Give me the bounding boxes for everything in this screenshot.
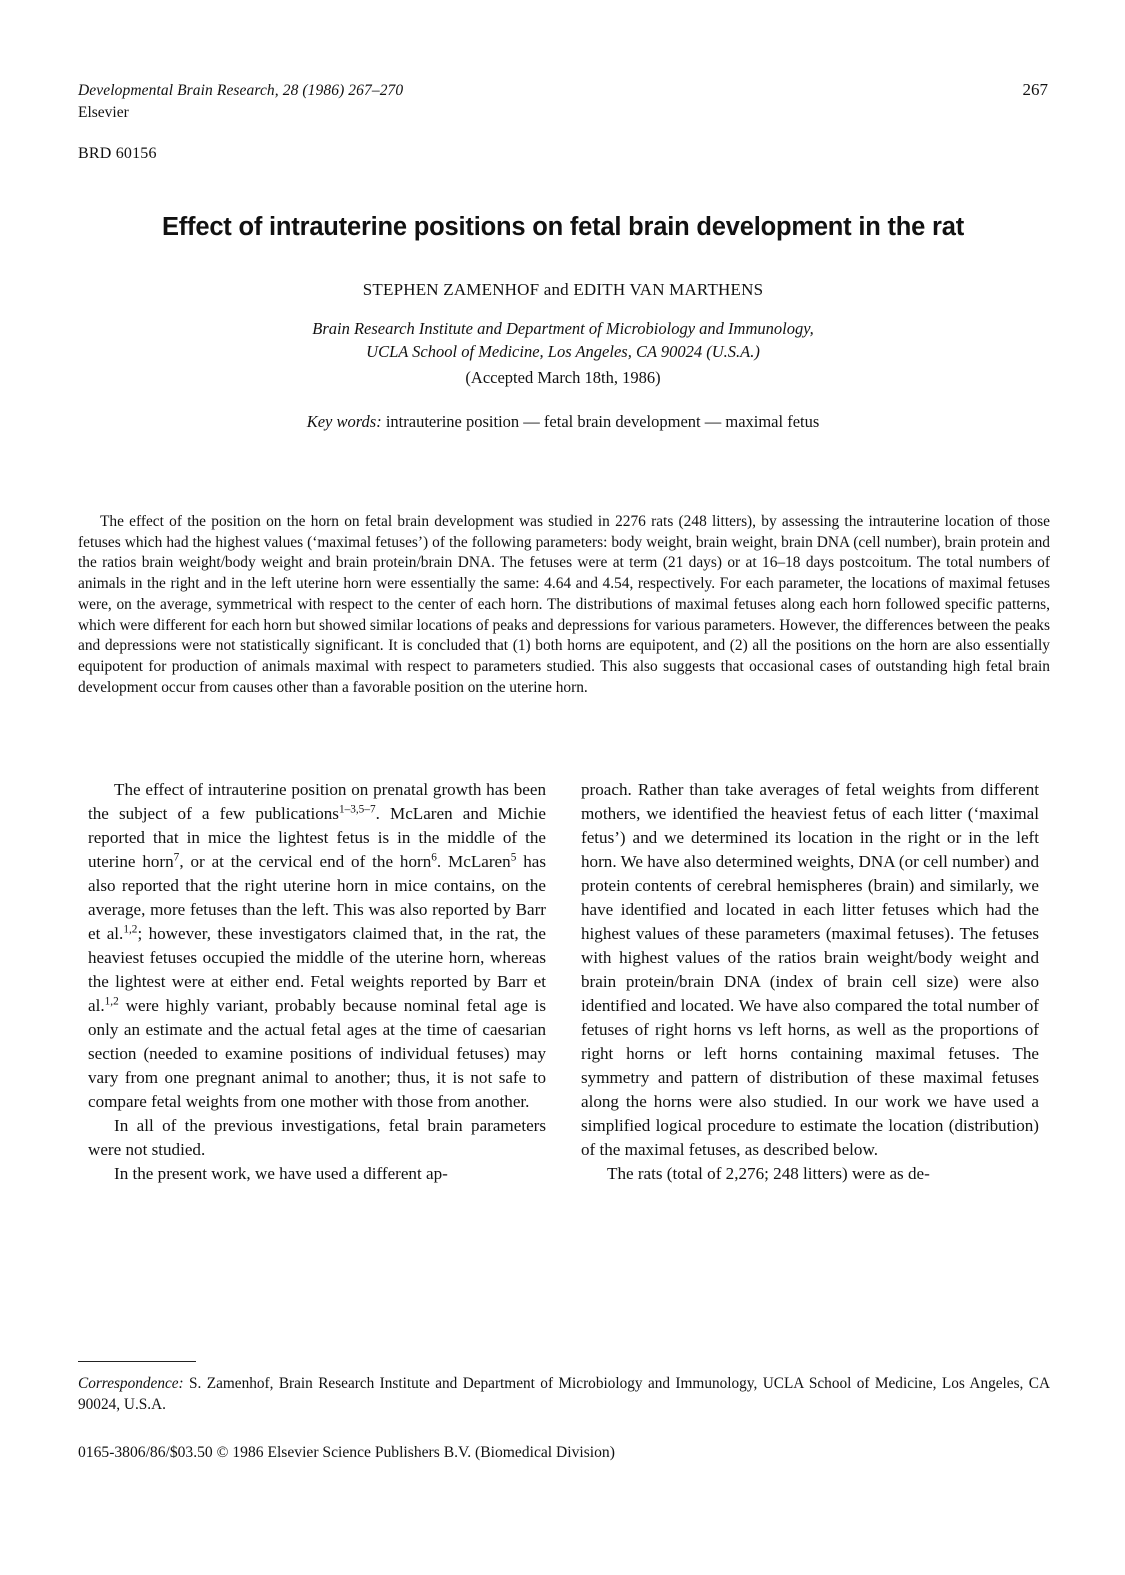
correspondence-value: S. Zamenhof, Brain Research Institute and Department of Microbiology and Immunology, UCLA School of Medicine, Los Angeles, CA 90024, U.S.A. (78, 1375, 1050, 1413)
paragraph: In all of the previous investigations, fetal brain parameters were not studied. (88, 1116, 546, 1160)
reference-superscript: 6 (431, 851, 437, 864)
reference-superscript: 5 (510, 851, 517, 864)
journal-citation: Developmental Brain Research, 28 (1986) 267–270 (78, 82, 404, 99)
reference-superscript: 1–3,5–7 (338, 803, 376, 816)
paragraph: In the present work, we have used a different ap- (114, 1164, 448, 1184)
text-run: were highly variant, probably because nominal fetal age is only an estimate and the actual fetal ages at the time of caesarian section (needed to examine positions of individual fetuses) may vary from one pregnant animal to another; thus, it is not safe to compare fetal weights from one mother with those from another. (88, 996, 546, 1112)
issn-copyright-line: 0165-3806/86/$03.50 © 1986 Elsevier Science Publishers B.V. (Biomedical Division) (78, 1444, 615, 1461)
correspondence-note (78, 1374, 1050, 1416)
keywords-line (78, 412, 1048, 432)
accepted-date: (Accepted March 18th, 1986) (465, 368, 661, 387)
footnote-separator-rule (78, 1361, 196, 1362)
page-number: 267 (1022, 80, 1048, 99)
abstract: The effect of the position on the horn on fetal brain development was studied in 2276 rats (248 litters), by assessing the intrauterine location of those fetuses which had the highest values (‘maximal fetuses’) of the following parameters: body weight, brain weight, brain DNA (cell number), brain protein and the ratios brain weight/body weight and brain protein/brain DNA. The fetuses were at term (21 days) or at 16–18 days postcoitum. The total numbers of animals in the right and in the left uterine horn were essentially the same: 4.64 and 4.54, respectively. For each parameter, the locations of maximal fetuses were, on the average, symmetrical with respect to the center of each horn. The distributions of maximal fetuses along each horn followed specific patterns, which were different for each horn but showed similar locations of peaks and depressions for various parameters. However, the differences between the peaks and depressions were not statistically significant. It is concluded that (1) both horns are equipotent, and (2) all the positions on the horn are also essentially equipotent for production of animals maximal with respect to parameters studied. This also suggests that occasional cases of outstanding high fetal brain development occur from causes other than a favorable position on the uterine horn. (78, 513, 1050, 696)
affiliation-line-1: Brain Research Institute and Department of Microbiology and Immunology, (312, 319, 814, 338)
text-run: . McLaren (436, 852, 511, 872)
author-list: STEPHEN ZAMENHOF and EDITH VAN MARTHENS (362, 280, 764, 299)
keywords-label: Key words: (306, 412, 382, 431)
paragraph: The rats (total of 2,276; 248 litters) were as de- (607, 1164, 930, 1184)
body-column-right (581, 778, 1039, 1333)
text-run: . McLaren and Michie reported that in mice the lightest fetus is in the middle of the uterine horn (88, 804, 546, 872)
page-title: Effect of intrauterine positions on fetal brain development in the rat (161, 213, 965, 242)
publisher-name: Elsevier (78, 103, 129, 121)
body-column-left (88, 778, 546, 1333)
keywords-value: intrauterine position — fetal brain development — maximal fetus (381, 412, 820, 431)
text-run: The effect of intrauterine position on prenatal growth has been the subject of a few publications (88, 780, 546, 824)
paragraph: proach. Rather than take averages of fetal weights from different mothers, we identified the heaviest fetus of each litter (‘maximal fetus’) and we determined its location in the right or in the left horn. We have also determined weights, DNA (or cell number) and protein contents of cerebral hemispheres (brain) and similarly, we have identified and located in each litter fetuses which had the highest values of these parameters (maximal fetuses). The fetuses with highest values of the ratios brain weight/body weight and brain protein/brain DNA (index of brain cell size) were also identified and located. We have also compared the total number of fetuses of right horns vs left horns, as well as the proportions of right horns or left horns containing maximal fetuses. The symmetry and pattern of distribution of these maximal fetuses along the horns were also studied. In our work we have used a simplified logical procedure to estimate the location (distribution) of the maximal fetuses, as described below. (581, 780, 1039, 1160)
running-head-left (78, 80, 403, 123)
body-columns (88, 778, 1040, 1333)
text-run: , or at the cervical end of the horn (179, 852, 432, 872)
affiliation (78, 317, 1048, 364)
reference-superscript: 1,2 (123, 923, 138, 936)
text-run: ; however, these investigators claimed that, in the rat, the heaviest fetuses occupied the middle of the uterine horn, whereas the lightest were at either end. Fetal weights reported by Barr et al. (88, 924, 546, 1016)
reference-superscript: 7 (173, 851, 180, 864)
affiliation-line-2: UCLA School of Medicine, Los Angeles, CA 90024 (U.S.A.) (366, 342, 760, 362)
paragraph (88, 778, 546, 1114)
text-run: has also reported that the right uterine horn in mice contains, on the average, more fetuses than the left. This was also reported by Barr et al. (88, 852, 546, 944)
running-head (78, 80, 1048, 123)
reference-superscript: 1,2 (104, 995, 119, 1008)
correspondence-label: Correspondence: (78, 1375, 184, 1392)
article-id: BRD 60156 (78, 145, 157, 162)
